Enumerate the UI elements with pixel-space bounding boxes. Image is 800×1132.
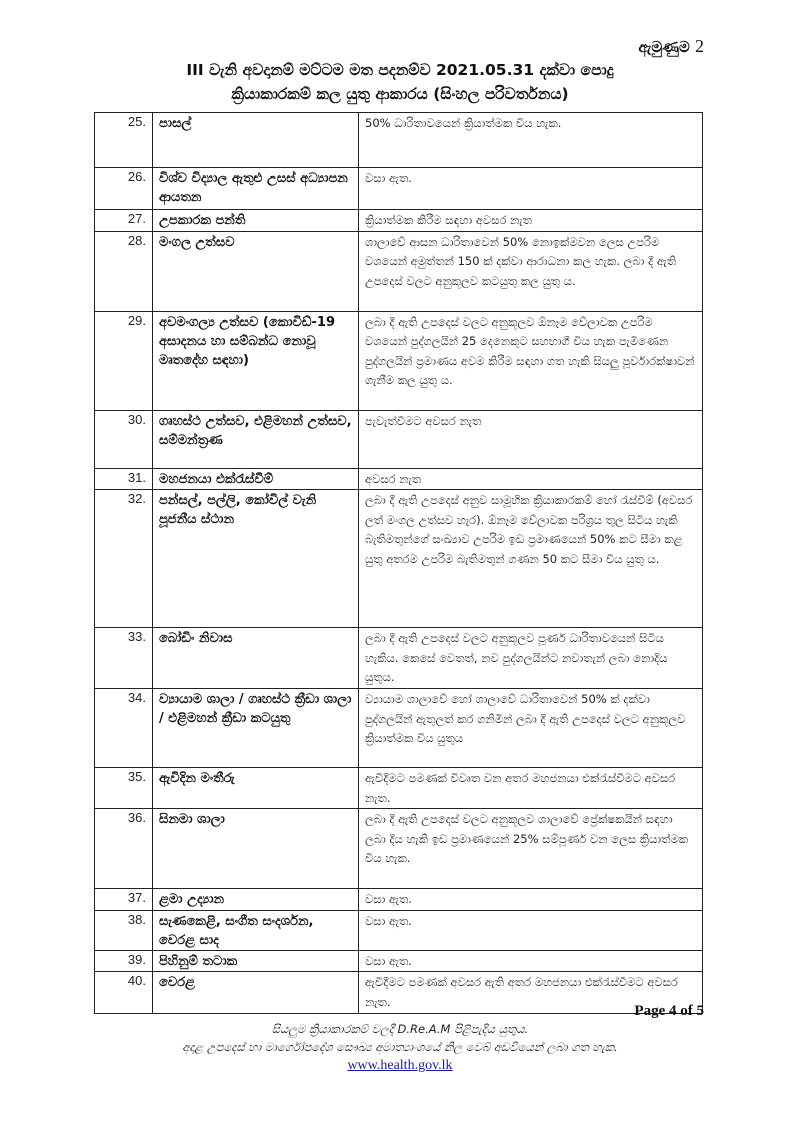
row-number: 36. [95,809,153,889]
activity-cell: මංගල උත්සව [153,231,359,311]
activity-cell: ළමා උද්‍යාන [153,889,359,911]
footer-note-2: අදාළ උපදෙස් හා මාර්ගෝපදේශ සෞඛ්‍ය අමාත්‍යාංශයේ නිල වෙබ් අඩවියෙන් ලබා ගත හැක. [182,1040,618,1054]
table-row [95,468,703,490]
page-number: Page 4 of 5 [634,1003,704,1019]
table-row [95,688,703,767]
rule-cell: වසා ඇත. [359,910,703,950]
activity-cell: ඇවිදින මංතීරු [153,767,359,808]
row-number: 31. [95,468,153,490]
table-row [95,113,703,168]
table-row [95,168,703,210]
rule-cell: ලබා දී ඇති උපදෙස් අනුව සාමූහික ක්‍රියාකාරකම් හෝ රැස්වීම් (අවසර ලත් මංගල උත්සව හැර). ඕනෑම වේලාවක පරිශ්‍රය තුල සිටිය හැකි බැතිමතුන්ගේ සංඛ්‍යාව උපරිම ඉඩ ප්‍රමාණයෙන් 50% කට සීමා කළ යුතු අතරම උපරිම බැතිමතුන් ගණන 50 කට සීමා විය යුතු ය. [359,490,703,628]
table-row [95,410,703,468]
rule-cell: වසා ඇත. [359,950,703,972]
row-number: 32. [95,490,153,628]
annex-number: 2 [695,36,704,56]
activity-cell: පන්සල්, පල්ලි, කෝවිල් වැනි පූජනීය ස්ථාන [153,490,359,628]
row-number: 40. [95,972,153,1013]
activity-cell: පාසල් [153,113,359,168]
activity-cell: මහජනයා එක්රැස්වීම් [153,468,359,490]
activity-cell: ව්‍යායාම ශාලා / ගෘහස්ථ ක්‍රීඩා ශාලා / එළිමහන් ක්‍රීඩා කටයුතු [153,688,359,767]
row-number: 38. [95,910,153,950]
rule-cell: ක්‍රියාත්මක කිරීම සඳහා අවසර නැත [359,210,703,232]
row-number: 28. [95,231,153,311]
activity-cell: සිනමා ශාලා [153,809,359,889]
table-row [95,889,703,911]
guidelines-table [94,112,703,1014]
table-row [95,767,703,808]
row-number: 37. [95,889,153,911]
rule-cell: ශාලාවේ ආසන ධාරිතාවෙන් 50% නොඉක්මවන ලෙස උපරිම වශයෙන් අමුත්තන් 150 ක් දක්වා ආරාධනා කල හැක. ලබා දී ඇති උපදෙස් වලට අනුකූලව කටයුතු කල යුතු ය. [359,231,703,311]
annex-label: ඇමුණුම [638,38,690,56]
table-row [95,809,703,889]
website-link[interactable]: www.health.gov.lk [347,1058,453,1073]
row-number: 33. [95,628,153,689]
table-row [95,628,703,689]
row-number: 25. [95,113,153,168]
rule-cell: වසා ඇත. [359,889,703,911]
row-number: 29. [95,311,153,410]
row-number: 39. [95,950,153,972]
rule-cell: ව්‍යායාම ශාලාවේ හෝ ශාලාවේ ධාරිතාවෙන් 50% ක් දක්වා පුද්ගලයින් ඇතුලත් කර ගනිමින් ලබා දී ඇති උපදෙස් වලට අනුකූලව ක්‍රියාත්මක විය යුතුය [359,688,703,767]
activity-cell: අවමංගල්‍ය උත්සව (කොවිඩ්-19 අසාදනය හා සම්බන්ධ නොවූ මෘතදේහ සඳහා) [153,311,359,410]
activity-cell: විශ්ව විද්‍යාල ඇතුළු උසස් අධ්‍යාපන ආයතන [153,168,359,210]
table-row [95,972,703,1013]
table-row [95,311,703,410]
row-number: 34. [95,688,153,767]
rule-cell: ලබා දී ඇති උපදෙස් වලට අනුකූලව ඕනෑම වේලාවක උපරිම වශයෙන් පුද්ගලයින් 25 දෙනෙකුට සහභාගී විය හැක පැමිණෙන පුද්ගලයින් ප්‍රමාණය අවම කිරීම සඳහා ගත හැකි සියලු පූර්වාරක්ෂාවන් ගැනීම කල යුතු ය. [359,311,703,410]
page-title-line2: ක්‍රියාකාරකම් කල යුතු ආකාරය (සිංහල පරිවර්තනය) [231,85,569,103]
rule-cell: අවසර නැත [359,468,703,490]
rule-cell: ඇවිදීමට පමණක් විවෘත වන අතර මහජනයා එක්රැස්වීමට අවසර නැත. [359,767,703,808]
rule-cell: 50% ධාරිතාවයෙන් ක්‍රියාත්මක විය හැක. [359,113,703,168]
rule-cell: ලබා දී ඇති උපදෙස් වලට අනුකූලව ශාලාවේ ප්‍රේක්ෂකයින් සඳහා ලබා දිය හැකි ඉඩ ප්‍රමාණයෙන් 25% සම්පූර්ණ වන ලෙස ක්‍රියාත්මක විය හැක. [359,809,703,889]
activity-cell: වෙරළ [153,972,359,1013]
row-number: 35. [95,767,153,808]
rule-cell: ඇවිදීමට පමණක් අවසර ඇති අතර මහජනයා එක්රැස්වීමට අවසර නැත. [359,972,703,1013]
rule-cell: වසා ඇත. [359,168,703,210]
table-row [95,950,703,972]
table-row [95,490,703,628]
activity-cell: උපකාරක පන්ති [153,210,359,232]
table-row [95,910,703,950]
rule-cell: ලබා දී ඇති උපදෙස් වලට අනුකූලව පූර්ණ ධාරිතාවයෙන් සිටිය හැකිය. කෙසේ වෙතත්, නව පුද්ගලයින්ට නවාතැන් ලබා නොදිය යුතුය. [359,628,703,689]
table-row [95,210,703,232]
rule-cell: පැවැත්වීමට අවසර නැත [359,410,703,468]
table-row [95,231,703,311]
row-number: 26. [95,168,153,210]
footer-note-1: සියලුම ක්‍රියාකාරකම් වලදී D.Re.A.M පිළිපැදිය යුතුය. [271,1022,529,1036]
activity-cell: පිහිනුම් තටාක [153,950,359,972]
page-title-line1: III වැනි අවදානම් මට්ටම මත පදනම්ව 2021.05.31 දක්වා පොදු [186,61,614,79]
activity-cell: ගෘහස්ථ උත්සව, එළිමහන් උත්සව, සම්මන්ත්‍රණ [153,410,359,468]
activity-cell: බෝඩිං නිවාස [153,628,359,689]
row-number: 30. [95,410,153,468]
row-number: 27. [95,210,153,232]
activity-cell: සැණකෙළි, සංගීත සංදර්ශන, වෙරළ සාද [153,910,359,950]
annex-heading [638,36,704,57]
